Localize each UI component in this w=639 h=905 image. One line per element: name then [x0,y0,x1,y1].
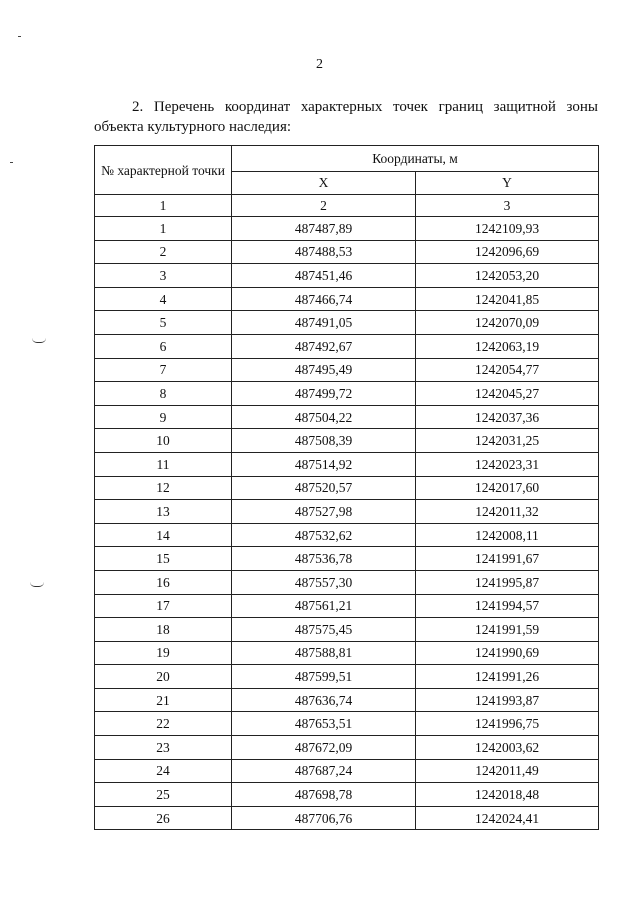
x-coordinate-cell: 487536,78 [232,547,416,571]
y-coordinate-cell: 1241993,87 [416,688,599,712]
point-number-cell: 3 [95,264,232,288]
heading-line-2: объекта культурного наследия: [94,119,292,135]
punch-hole-mark [32,338,46,343]
x-coordinate-cell: 487687,24 [232,759,416,783]
punch-hole-mark [30,582,44,587]
point-number-cell: 11 [95,452,232,476]
y-coordinate-cell: 1242017,60 [416,476,599,500]
point-number-cell: 25 [95,783,232,807]
table-row [95,641,599,665]
y-coordinate-cell: 1242003,62 [416,736,599,760]
x-coordinate-cell: 487575,45 [232,618,416,642]
point-number-cell: 24 [95,759,232,783]
table-row [95,382,599,406]
y-coordinate-cell: 1242023,31 [416,452,599,476]
table-row [95,688,599,712]
column-number: 2 [232,195,416,217]
point-number-cell: 19 [95,641,232,665]
y-coordinate-cell: 1242109,93 [416,217,599,241]
table-row [95,405,599,429]
coordinates-table [94,145,599,830]
table-row [95,736,599,760]
x-coordinate-cell: 487561,21 [232,594,416,618]
point-number-header: № характерной точки [95,146,232,195]
table-row [95,570,599,594]
x-coordinate-cell: 487557,30 [232,570,416,594]
y-coordinate-cell: 1242037,36 [416,405,599,429]
y-coordinate-cell: 1242041,85 [416,287,599,311]
point-number-cell: 15 [95,547,232,571]
x-coordinate-cell: 487698,78 [232,783,416,807]
point-number-cell: 2 [95,240,232,264]
point-number-cell: 21 [95,688,232,712]
y-header: Y [416,171,599,194]
point-number-cell: 12 [95,476,232,500]
y-coordinate-cell: 1242008,11 [416,523,599,547]
point-number-cell: 5 [95,311,232,335]
x-coordinate-cell: 487653,51 [232,712,416,736]
coordinates-header: Координаты, м [232,146,599,172]
x-coordinate-cell: 487706,76 [232,806,416,830]
table-row [95,217,599,241]
table-row [95,429,599,453]
table-row [95,500,599,524]
x-coordinate-cell: 487527,98 [232,500,416,524]
table-row [95,240,599,264]
y-coordinate-cell: 1241991,67 [416,547,599,571]
point-number-cell: 6 [95,334,232,358]
point-number-cell: 23 [95,736,232,760]
point-number-cell: 22 [95,712,232,736]
page-number: 2 [316,57,323,72]
y-coordinate-cell: 1242011,32 [416,500,599,524]
y-coordinate-cell: 1241996,75 [416,712,599,736]
table-row [95,523,599,547]
y-coordinate-cell: 1241991,59 [416,618,599,642]
table-row [95,594,599,618]
point-number-cell: 13 [95,500,232,524]
y-coordinate-cell: 1242045,27 [416,382,599,406]
y-coordinate-cell: 1241994,57 [416,594,599,618]
column-number: 3 [416,195,599,217]
x-coordinate-cell: 487599,51 [232,665,416,689]
table-row [95,547,599,571]
y-coordinate-cell: 1242018,48 [416,783,599,807]
table-row [95,287,599,311]
x-coordinate-cell: 487514,92 [232,452,416,476]
table-row [95,759,599,783]
table-row [95,264,599,288]
point-number-cell: 4 [95,287,232,311]
x-coordinate-cell: 487491,05 [232,311,416,335]
x-coordinate-cell: 487488,53 [232,240,416,264]
y-coordinate-cell: 1242011,49 [416,759,599,783]
y-coordinate-cell: 1241990,69 [416,641,599,665]
table-row [95,452,599,476]
point-number-cell: 1 [95,217,232,241]
x-coordinate-cell: 487636,74 [232,688,416,712]
x-coordinate-cell: 487466,74 [232,287,416,311]
point-number-cell: 7 [95,358,232,382]
column-number: 1 [95,195,232,217]
x-coordinate-cell: 487588,81 [232,641,416,665]
x-coordinate-cell: 487532,62 [232,523,416,547]
point-number-cell: 16 [95,570,232,594]
x-coordinate-cell: 487504,22 [232,405,416,429]
table-row [95,783,599,807]
y-coordinate-cell: 1242031,25 [416,429,599,453]
point-number-cell: 17 [95,594,232,618]
table-row [95,806,599,830]
y-coordinate-cell: 1242053,20 [416,264,599,288]
scan-speck [10,162,13,163]
x-coordinate-cell: 487487,89 [232,217,416,241]
table-body [95,217,599,830]
point-number-cell: 10 [95,429,232,453]
x-coordinate-cell: 487499,72 [232,382,416,406]
point-number-cell: 14 [95,523,232,547]
table-row [95,618,599,642]
y-coordinate-cell: 1242024,41 [416,806,599,830]
x-coordinate-cell: 487508,39 [232,429,416,453]
y-coordinate-cell: 1242096,69 [416,240,599,264]
point-number-cell: 26 [95,806,232,830]
x-coordinate-cell: 487520,57 [232,476,416,500]
scan-speck [18,36,21,37]
y-coordinate-cell: 1241991,26 [416,665,599,689]
x-coordinate-cell: 487451,46 [232,264,416,288]
y-coordinate-cell: 1241995,87 [416,570,599,594]
heading-line-1: 2. Перечень координат характерных точек границ защитной зоны [132,99,598,115]
table-row [95,334,599,358]
table-row [95,665,599,689]
x-coordinate-cell: 487672,09 [232,736,416,760]
point-number-cell: 9 [95,405,232,429]
x-header: X [232,171,416,194]
table-row [95,712,599,736]
table-row [95,358,599,382]
point-number-cell: 8 [95,382,232,406]
table-row [95,311,599,335]
y-coordinate-cell: 1242063,19 [416,334,599,358]
y-coordinate-cell: 1242070,09 [416,311,599,335]
point-number-cell: 20 [95,665,232,689]
x-coordinate-cell: 487492,67 [232,334,416,358]
table-row [95,476,599,500]
point-number-cell: 18 [95,618,232,642]
section-heading [94,97,598,137]
x-coordinate-cell: 487495,49 [232,358,416,382]
y-coordinate-cell: 1242054,77 [416,358,599,382]
